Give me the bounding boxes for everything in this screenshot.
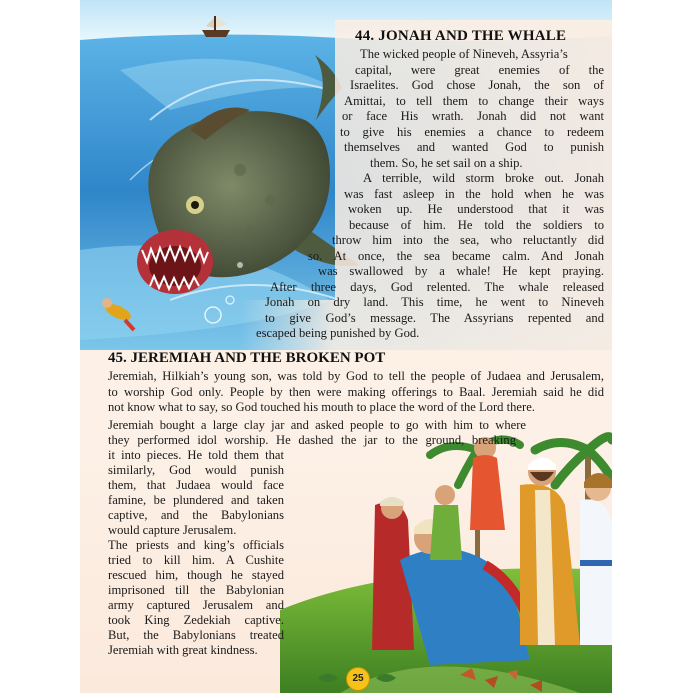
section-44-line: them. So, he set sail on a ship. [370,156,523,170]
section-44-line: capital, were great enemies of the [355,63,604,77]
section-44-line: themselves and wanted God to punish [344,140,604,154]
section-45-line: them, that Judaea would face [108,478,284,492]
section-title-44: 44. JONAH AND THE WHALE [355,28,567,44]
jeremiah-broken-pot-illustration [280,410,612,693]
section-45-line: Jeremiah, Hilkiah’s young son, was told by God to tell the people of Judaea and Jerusalem, [108,369,604,383]
section-44-line: throw him into the sea, who reluctantly did [332,233,604,247]
section-45-line: it into pieces. He told them that [108,448,284,462]
section-44-line: to give his enemies a chance to redeem [340,125,604,139]
section-45-line: army captured Jerusalem and [108,598,284,612]
section-45-line: would capture Jerusalem. [108,523,237,537]
section-44-line: escaped being punished by God. [256,326,420,340]
section-45-line: they performed idol worship. He dashed the jar to the ground, breaking [108,433,516,447]
section-44-line: A terrible, wild storm broke out. Jonah [363,171,604,185]
section-title-45: 45. JEREMIAH AND THE BROKEN POT [108,350,386,366]
section-45-line: to worship God only. People by then were making offerings to Baal. Jeremiah said he did [108,385,604,399]
section-45-line: took King Zedekiah captive. [108,613,284,627]
section-44-line: because of him. He told the soldiers to [349,218,604,232]
section-45-line: But, the Babylonians treated [108,628,284,642]
section-44-line: Israelites. God chose Jonah, the son of [350,78,604,92]
section-45-line: famine, be plundered and taken [108,493,284,507]
section-45-line: imprisoned till the Babylonian [108,583,284,597]
crowd-figures-icon [372,437,612,665]
section-45-line: Jeremiah bought a large clay jar and asked people to go with him to where [108,418,526,432]
section-44-line: or face His wrath. Jonah did not want [342,109,604,123]
section-44-line: Jonah on dry land. This time, he went to Nineveh [265,295,604,309]
section-44-line: After three days, God relented. The whale released [270,280,604,294]
page-number: 25 [346,667,370,691]
section-45-line: rescued him, though he stayed [108,568,284,582]
section-45-line: similarly, God would punish [108,463,284,477]
book-page [80,0,612,693]
section-44-line: to give God’s message. The Assyrians repented and [265,311,604,325]
section-44-line: The wicked people of Nineveh, Assyria’s [360,47,568,61]
section-45-line: captive, and the Babylonians [108,508,284,522]
section-44-line: was fast asleep in the hold when he was [344,187,604,201]
section-45-line: The priests and king’s officials [108,538,284,552]
section-45-line: tried to kill him. A Cushite [108,553,284,567]
section-44-line: woken up. He understood that it was [348,202,604,216]
section-44-line: so. At once, the sea became calm. And Jonah [308,249,604,263]
section-45-line: Jeremiah with great kindness. [108,643,258,657]
section-44-line: Amittai, to tell them to change their ways [344,94,604,108]
section-44-line: was swallowed by a whale! He kept praying. [318,264,604,278]
section-45-line: not know what to say, so God touched his mouth to place the word of the Lord there. [108,400,535,414]
